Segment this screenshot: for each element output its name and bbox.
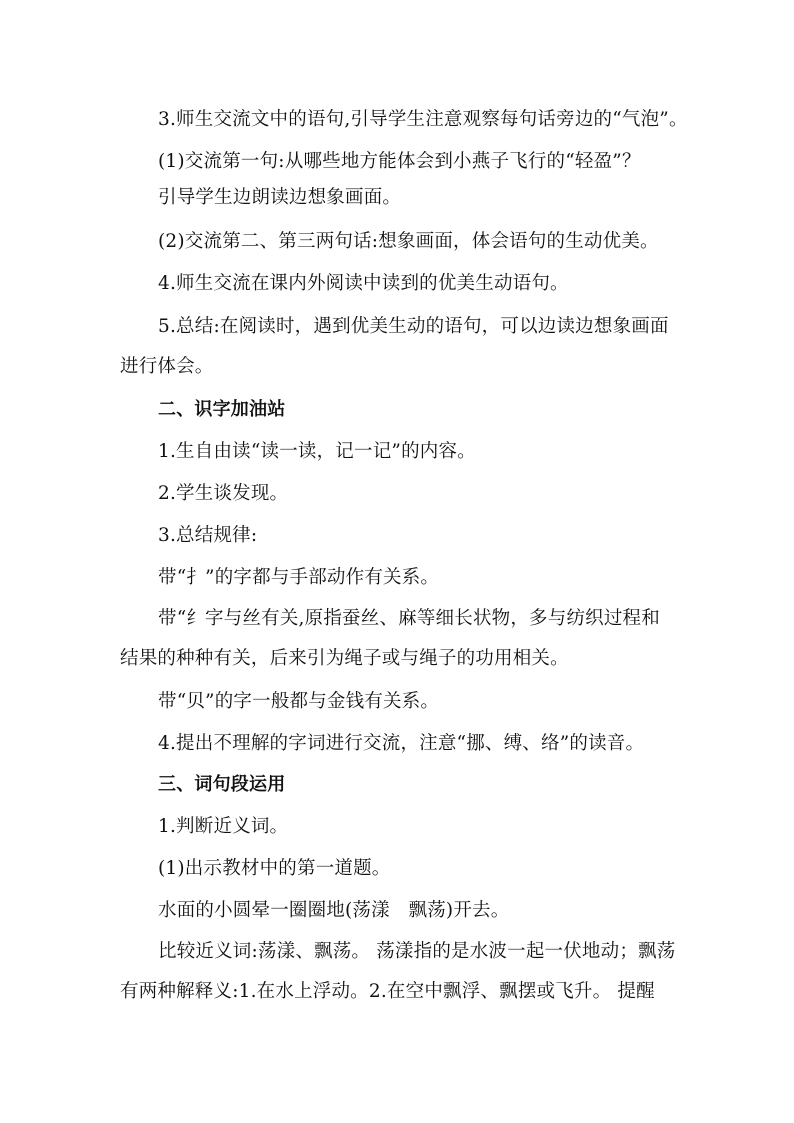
paragraph-line: 1.生自由读“读一读，记一记”的内容。: [158, 441, 476, 462]
paragraph-line: 5.总结:在阅读时，遇到优美生动的语句，可以边读边想象画面: [158, 316, 669, 337]
paragraph-line: 3.师生交流文中的语句,引导学生注意观察每句话旁边的“气泡”。: [158, 109, 688, 130]
paragraph-line: 比较近义词:荡漾、飘荡。 荡漾指的是水波一起一伏地动；飘荡: [158, 941, 676, 962]
paragraph-line: (1)交流第一句:从哪些地方能体会到小燕子飞行的“轻盈”？: [158, 151, 641, 172]
section-heading: 三、词句段运用: [158, 774, 286, 795]
paragraph-line: (1)出示教材中的第一道题。: [158, 858, 391, 879]
paragraph-line: 进行体会。: [120, 356, 214, 377]
paragraph-line: 2.学生谈发现。: [158, 483, 289, 504]
paragraph-line: 4.师生交流在课内外阅读中读到的优美生动语句。: [158, 273, 569, 294]
paragraph-line: 引导学生边朗读边想象画面。: [158, 187, 402, 208]
section-heading: 二、识字加油站: [158, 399, 286, 420]
paragraph-line: 结果的种种有关，后来引为绳子或与绳子的功用相关。: [120, 648, 569, 669]
paragraph-line: 3.总结规律:: [158, 525, 258, 546]
paragraph-line: 1.判断近义词。: [158, 816, 289, 837]
paragraph-line: 带“扌”的字都与手部动作有关系。: [158, 567, 440, 588]
paragraph-line: 带“纟字与丝有关,原指蚕丝、麻等细长状物，多与纺织过程和: [158, 608, 660, 629]
paragraph-line: 带“贝”的字一般都与金钱有关系。: [158, 691, 440, 712]
paragraph-line: (2)交流第二、第三两句话:想象画面，体会语句的生动优美。: [158, 231, 659, 252]
paragraph-line: 水面的小圆晕一圈圈地(荡漾 飘荡)开去。: [158, 900, 510, 921]
paragraph-line: 4.提出不理解的字词进行交流，注意“挪、缚、络”的读音。: [158, 733, 645, 754]
paragraph-line: 有两种解释义:1.在水上浮动。2.在空中飘浮、飘摆或飞升。 提醒: [120, 981, 655, 1002]
